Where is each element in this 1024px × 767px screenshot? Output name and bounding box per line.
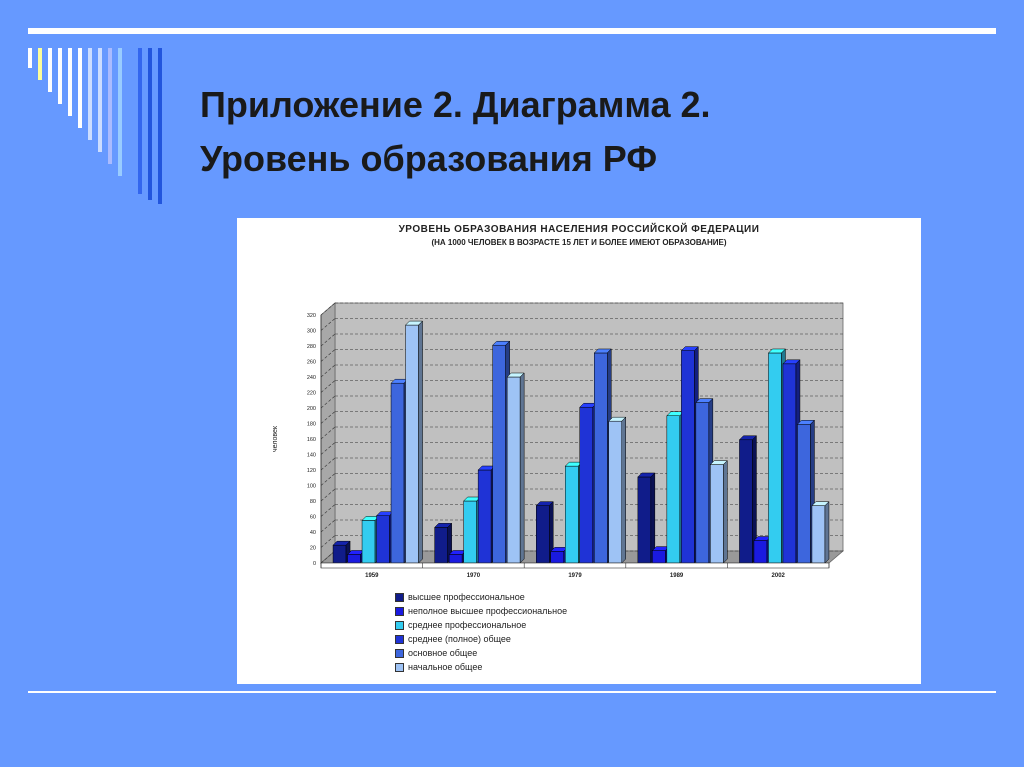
slide-title-line2: Уровень образования РФ (200, 138, 658, 179)
bar-side (723, 461, 727, 563)
bar (536, 506, 549, 563)
bar (507, 377, 520, 563)
legend-swatch (395, 663, 404, 672)
legend-swatch (395, 621, 404, 630)
bar (580, 407, 593, 563)
bar (333, 545, 346, 563)
bar (464, 501, 477, 563)
bottom-rule (28, 691, 996, 693)
bar (667, 416, 680, 563)
bar (435, 527, 448, 563)
y-tick-label: 220 (306, 390, 316, 397)
bar (449, 554, 462, 563)
bar (652, 551, 665, 563)
chart-title: УРОВЕНЬ ОБРАЗОВАНИЯ НАСЕЛЕНИЯ РОССИЙСКОЙ ФЕДЕРАЦИИ (398, 224, 760, 235)
bar (739, 440, 752, 563)
y-tick-label: 280 (306, 344, 316, 350)
plot-side-wall (321, 303, 335, 563)
legend-label: начальное общее (408, 662, 483, 672)
legend-label: среднее профессиональное (408, 620, 527, 630)
legend-item (395, 618, 715, 632)
legend-label: неполное высшее профессиональное (408, 606, 568, 616)
bar (710, 465, 723, 563)
bar (493, 345, 506, 563)
bar-side (419, 321, 423, 563)
slide-title (200, 78, 980, 186)
bar (594, 353, 607, 563)
bar (391, 383, 404, 563)
x-tick-label: 1970 (466, 573, 481, 579)
legend-item (395, 660, 715, 674)
y-tick-label: 120 (306, 468, 316, 474)
legend-item (395, 604, 715, 618)
x-tick-label: 2002 (771, 573, 785, 579)
legend-label: среднее (полное) общее (408, 634, 511, 644)
bar (797, 424, 810, 563)
legend-swatch (395, 649, 404, 658)
y-tick-label: 240 (306, 375, 316, 381)
bar (362, 520, 375, 563)
bar (609, 421, 622, 563)
decorative-stripes (28, 34, 168, 204)
y-tick-label: 200 (306, 406, 316, 412)
x-tick-label: 1979 (568, 573, 582, 579)
slide-title-line1: Приложение 2. Диаграмма 2. (200, 84, 711, 125)
bar (348, 554, 361, 563)
y-tick-label: 100 (306, 483, 316, 490)
bar (768, 353, 781, 563)
legend-swatch (395, 607, 404, 616)
y-tick-label: 320 (306, 313, 316, 319)
bar (754, 541, 767, 563)
bar-side (520, 373, 524, 563)
bar (551, 551, 564, 563)
x-tick-label: 1959 (365, 573, 379, 579)
x-tick-label: 1989 (669, 573, 684, 579)
legend-swatch (395, 593, 404, 602)
y-tick-label: 20 (309, 545, 316, 552)
bar-side (622, 417, 626, 563)
bar (565, 466, 578, 563)
bar (696, 403, 709, 563)
chart-subtitle: (НА 1000 ЧЕЛОВЕК В ВОЗРАСТЕ 15 ЛЕТ И БОЛЕЕ ИМЕЮТ ОБРАЗОВАНИЕ) (431, 238, 727, 247)
bar-side (825, 502, 829, 563)
legend-label: высшее профессиональное (408, 592, 525, 602)
chart-panel (237, 218, 921, 684)
legend-label: основное общее (408, 648, 478, 658)
bar (783, 364, 796, 563)
bar (812, 506, 825, 563)
y-tick-label: 260 (306, 359, 316, 366)
y-tick-label: 80 (309, 499, 316, 505)
legend-item (395, 646, 715, 660)
y-tick-label: 300 (306, 328, 316, 335)
chart-legend (395, 590, 715, 674)
x-axis-band (321, 563, 829, 568)
y-tick-label: 60 (309, 514, 316, 521)
bar (406, 325, 419, 563)
bar (638, 477, 651, 563)
bar (377, 516, 390, 563)
y-tick-label: 160 (306, 437, 316, 443)
y-axis-label: человек (272, 426, 279, 452)
bar (478, 470, 491, 563)
y-tick-label: 0 (312, 561, 316, 567)
top-rule (28, 28, 996, 34)
y-tick-label: 40 (309, 530, 316, 536)
legend-swatch (395, 635, 404, 644)
y-tick-label: 180 (306, 421, 316, 428)
bar (681, 351, 694, 563)
legend-item (395, 590, 715, 604)
legend-item (395, 632, 715, 646)
y-tick-label: 140 (306, 452, 316, 459)
